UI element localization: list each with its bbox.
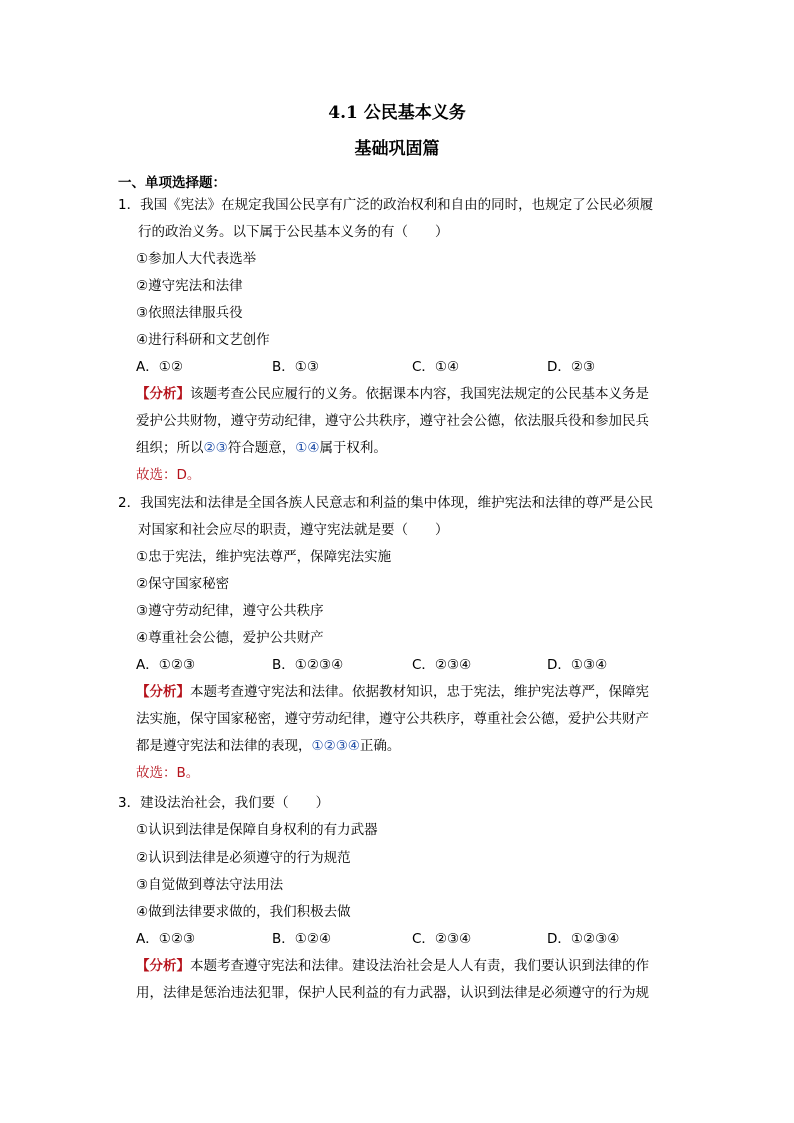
question-2-choice-a: A．①②③ <box>136 657 196 673</box>
analysis-highlight: ①④ <box>295 440 320 456</box>
question-3-option-4: ④做到法律要求做的，我们积极去做 <box>136 904 351 920</box>
question-2-option-3: ③遵守劳动纪律，遵守公共秩序 <box>136 603 324 619</box>
question-1-option-4: ④进行科研和文艺创作 <box>136 332 270 348</box>
question-1-choice-a: A．①② <box>136 359 183 375</box>
question-3-stem <box>118 790 678 817</box>
page-subtitle: 基础巩固篇 <box>354 139 440 159</box>
analysis-highlight: ①②③④ <box>311 738 360 754</box>
analysis-tag: 【分析】 <box>136 386 190 402</box>
question-3-option-3: ③自觉做到尊法守法用法 <box>136 877 284 893</box>
analysis-text: 组织；所以 <box>136 440 204 456</box>
question-3-option-1: ①认识到法律是保障自身权利的有力武器 <box>136 822 378 838</box>
question-2-stem <box>118 490 678 544</box>
analysis-text: 爱护公共财物，遵守劳动纪律，遵守公共秩序，遵守社会公德，依法服兵役和参加民兵 <box>136 413 649 429</box>
analysis-text: 符合题意， <box>227 440 296 456</box>
question-2-answer: 故选：B。 <box>136 765 200 781</box>
question-3-choice-c: C．②③④ <box>412 931 472 947</box>
question-1-option-3: ③依照法律服兵役 <box>136 305 243 321</box>
question-2-option-2: ②保守国家秘密 <box>136 576 230 592</box>
page-title: 4.1 公民基本义务 <box>328 103 466 123</box>
question-3-choice-a: A．①②③ <box>136 931 196 947</box>
question-1-stem <box>118 192 678 246</box>
question-2-choice-b: B．①②③④ <box>272 657 344 673</box>
question-1-choice-c: C．①④ <box>412 359 460 375</box>
question-2-option-1: ①忠于宪法，维护宪法尊严，保障宪法实施 <box>136 549 392 565</box>
analysis-text: 属于权利。 <box>319 440 387 456</box>
analysis-text: 用，法律是惩治违法犯罪，保护人民利益的有力武器，认识到法律是必须遵守的行为规 <box>136 985 649 1001</box>
section-heading: 一、单项选择题： <box>118 175 226 191</box>
question-1-answer: 故选：D。 <box>136 467 201 483</box>
question-3-analysis <box>136 953 678 1007</box>
analysis-highlight: ②③ <box>203 440 228 456</box>
question-1-line-2: 行的政治义务。以下属于公民基本义务的有（ ） <box>138 224 449 240</box>
analysis-tag: 【分析】 <box>136 684 190 700</box>
question-1-line-1: 1．我国《宪法》在规定我国公民享有广泛的政治权利和自由的同时，也规定了公民必须履 <box>118 197 654 213</box>
question-1-analysis <box>136 381 678 462</box>
question-1-choice-b: B．①③ <box>272 359 319 375</box>
question-3-option-2: ②认识到法律是必须遵守的行为规范 <box>136 850 351 866</box>
analysis-text: 都是遵守宪法和法律的表现， <box>136 738 312 754</box>
question-2-choice-c: C．②③④ <box>412 657 472 673</box>
analysis-text: 本题考查遵守宪法和法律。依据教材知识，忠于宪法，维护宪法尊严，保障宪 <box>190 684 649 700</box>
question-2-choice-d: D．①③④ <box>547 657 608 673</box>
question-1-choice-d: D．②③ <box>547 359 596 375</box>
analysis-text: 正确。 <box>359 738 401 754</box>
question-3-choice-d: D．①②③④ <box>547 931 620 947</box>
analysis-text: 该题考查公民应履行的义务。依据课本内容，我国宪法规定的公民基本义务是 <box>190 386 649 402</box>
analysis-text: 法实施，保守国家秘密，遵守劳动纪律，遵守公共秩序，尊重社会公德，爱护公共财产 <box>136 711 649 727</box>
analysis-text: 本题考查遵守宪法和法律。建设法治社会是人人有责，我们要认识到法律的作 <box>190 958 649 974</box>
question-2-line-1: 2．我国宪法和法律是全国各族人民意志和利益的集中体现，维护宪法和法律的尊严是公民 <box>118 495 654 511</box>
question-1-option-2: ②遵守宪法和法律 <box>136 278 243 294</box>
question-1-option-1: ①参加人大代表选举 <box>136 251 257 267</box>
analysis-tag: 【分析】 <box>136 958 190 974</box>
question-3-choice-b: B．①②④ <box>272 931 332 947</box>
question-3-line-1: 3．建设法治社会，我们要（ ） <box>118 795 330 811</box>
question-2-line-2: 对国家和社会应尽的职责，遵守宪法就是要（ ） <box>138 522 449 538</box>
question-2-analysis <box>136 679 678 760</box>
question-2-option-4: ④尊重社会公德，爱护公共财产 <box>136 630 324 646</box>
